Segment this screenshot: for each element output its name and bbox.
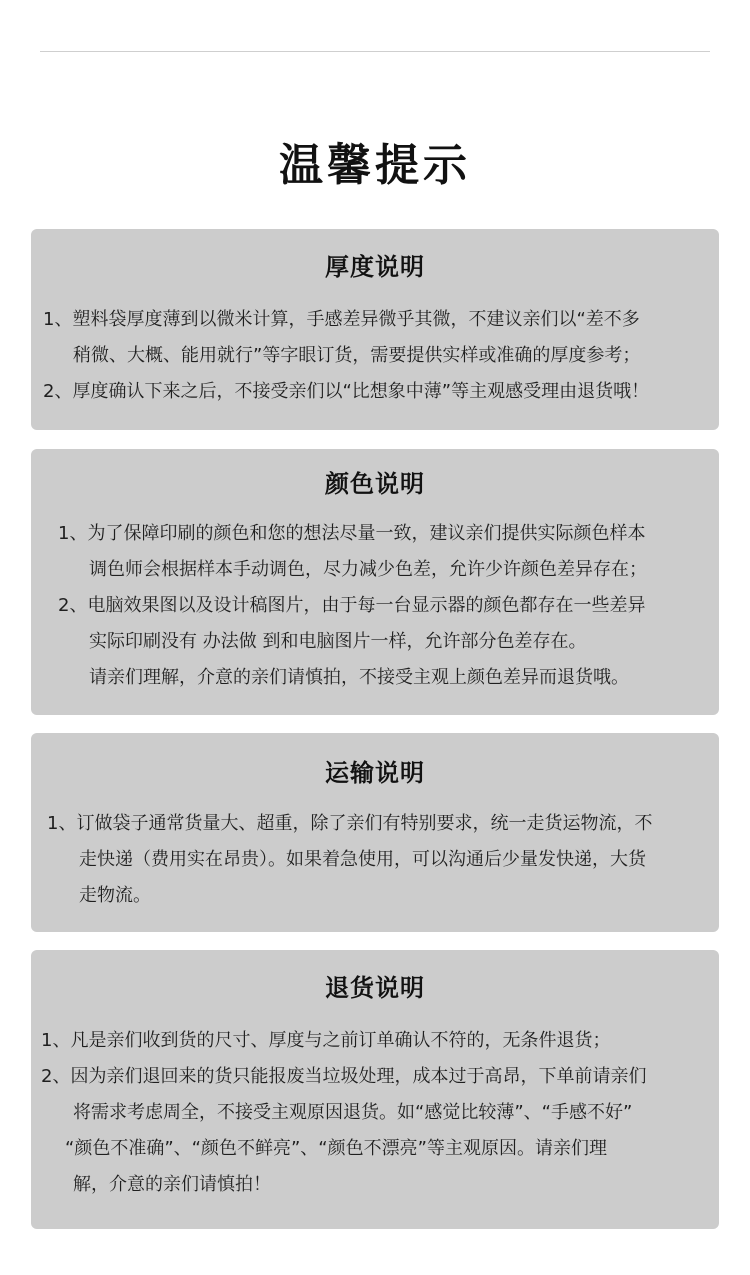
section-line: 1、塑料袋厚度薄到以微米计算，手感差异微乎其微，不建议亲们以“差不多 bbox=[43, 309, 640, 330]
section-title: 运输说明 bbox=[325, 759, 425, 787]
section-line: 2、电脑效果图以及设计稿图片，由于每一台显示器的颜色都存在一些差异 bbox=[58, 595, 646, 616]
section-title: 颜色说明 bbox=[325, 470, 425, 498]
section-line: 1、凡是亲们收到货的尺寸、厚度与之前订单确认不符的，无条件退货； bbox=[41, 1030, 611, 1051]
section-line: 请亲们理解，介意的亲们请慎拍，不接受主观上颜色差异而退货哦。 bbox=[89, 667, 629, 688]
section-line: 走物流。 bbox=[79, 885, 151, 906]
section-line: 1、为了保障印刷的颜色和您的想法尽量一致，建议亲们提供实际颜色样本 bbox=[58, 523, 646, 544]
section-line: 稍微、大概、能用就行”等字眼订货，需要提供实样或准确的厚度参考； bbox=[73, 345, 641, 366]
section-line: 1、订做袋子通常货量大、超重，除了亲们有特别要求，统一走货运物流，不 bbox=[47, 813, 653, 834]
section-line: 将需求考虑周全，不接受主观原因退货。如“感觉比较薄”、“手感不好” bbox=[73, 1102, 633, 1123]
section-returns bbox=[31, 950, 719, 1229]
section-line: 解，介意的亲们请慎拍！ bbox=[73, 1174, 271, 1195]
page-title: 温馨提示 bbox=[279, 140, 471, 191]
section-title: 退货说明 bbox=[325, 974, 425, 1002]
section-line: 调色师会根据样本手动调色，尽力减少色差，允许少许颜色差异存在； bbox=[89, 559, 647, 580]
section-color bbox=[31, 449, 719, 715]
top-divider bbox=[40, 51, 710, 52]
section-shipping bbox=[31, 733, 719, 932]
section-thickness bbox=[31, 229, 719, 430]
section-line: 走快递（费用实在昂贵）。如果着急使用，可以沟通后少量发快递，大货 bbox=[79, 849, 646, 870]
section-title: 厚度说明 bbox=[325, 253, 425, 281]
section-line: 实际印刷没有 办法做 到和电脑图片一样，允许部分色差存在。 bbox=[89, 631, 587, 652]
section-line: 2、厚度确认下来之后，不接受亲们以“比想象中薄”等主观感受理由退货哦！ bbox=[43, 381, 650, 402]
section-line: “颜色不准确”、“颜色不鲜亮”、“颜色不漂亮”等主观原因。请亲们理 bbox=[65, 1138, 607, 1159]
section-line: 2、因为亲们退回来的货只能报废当垃圾处理，成本过于高昂，下单前请亲们 bbox=[41, 1066, 647, 1087]
